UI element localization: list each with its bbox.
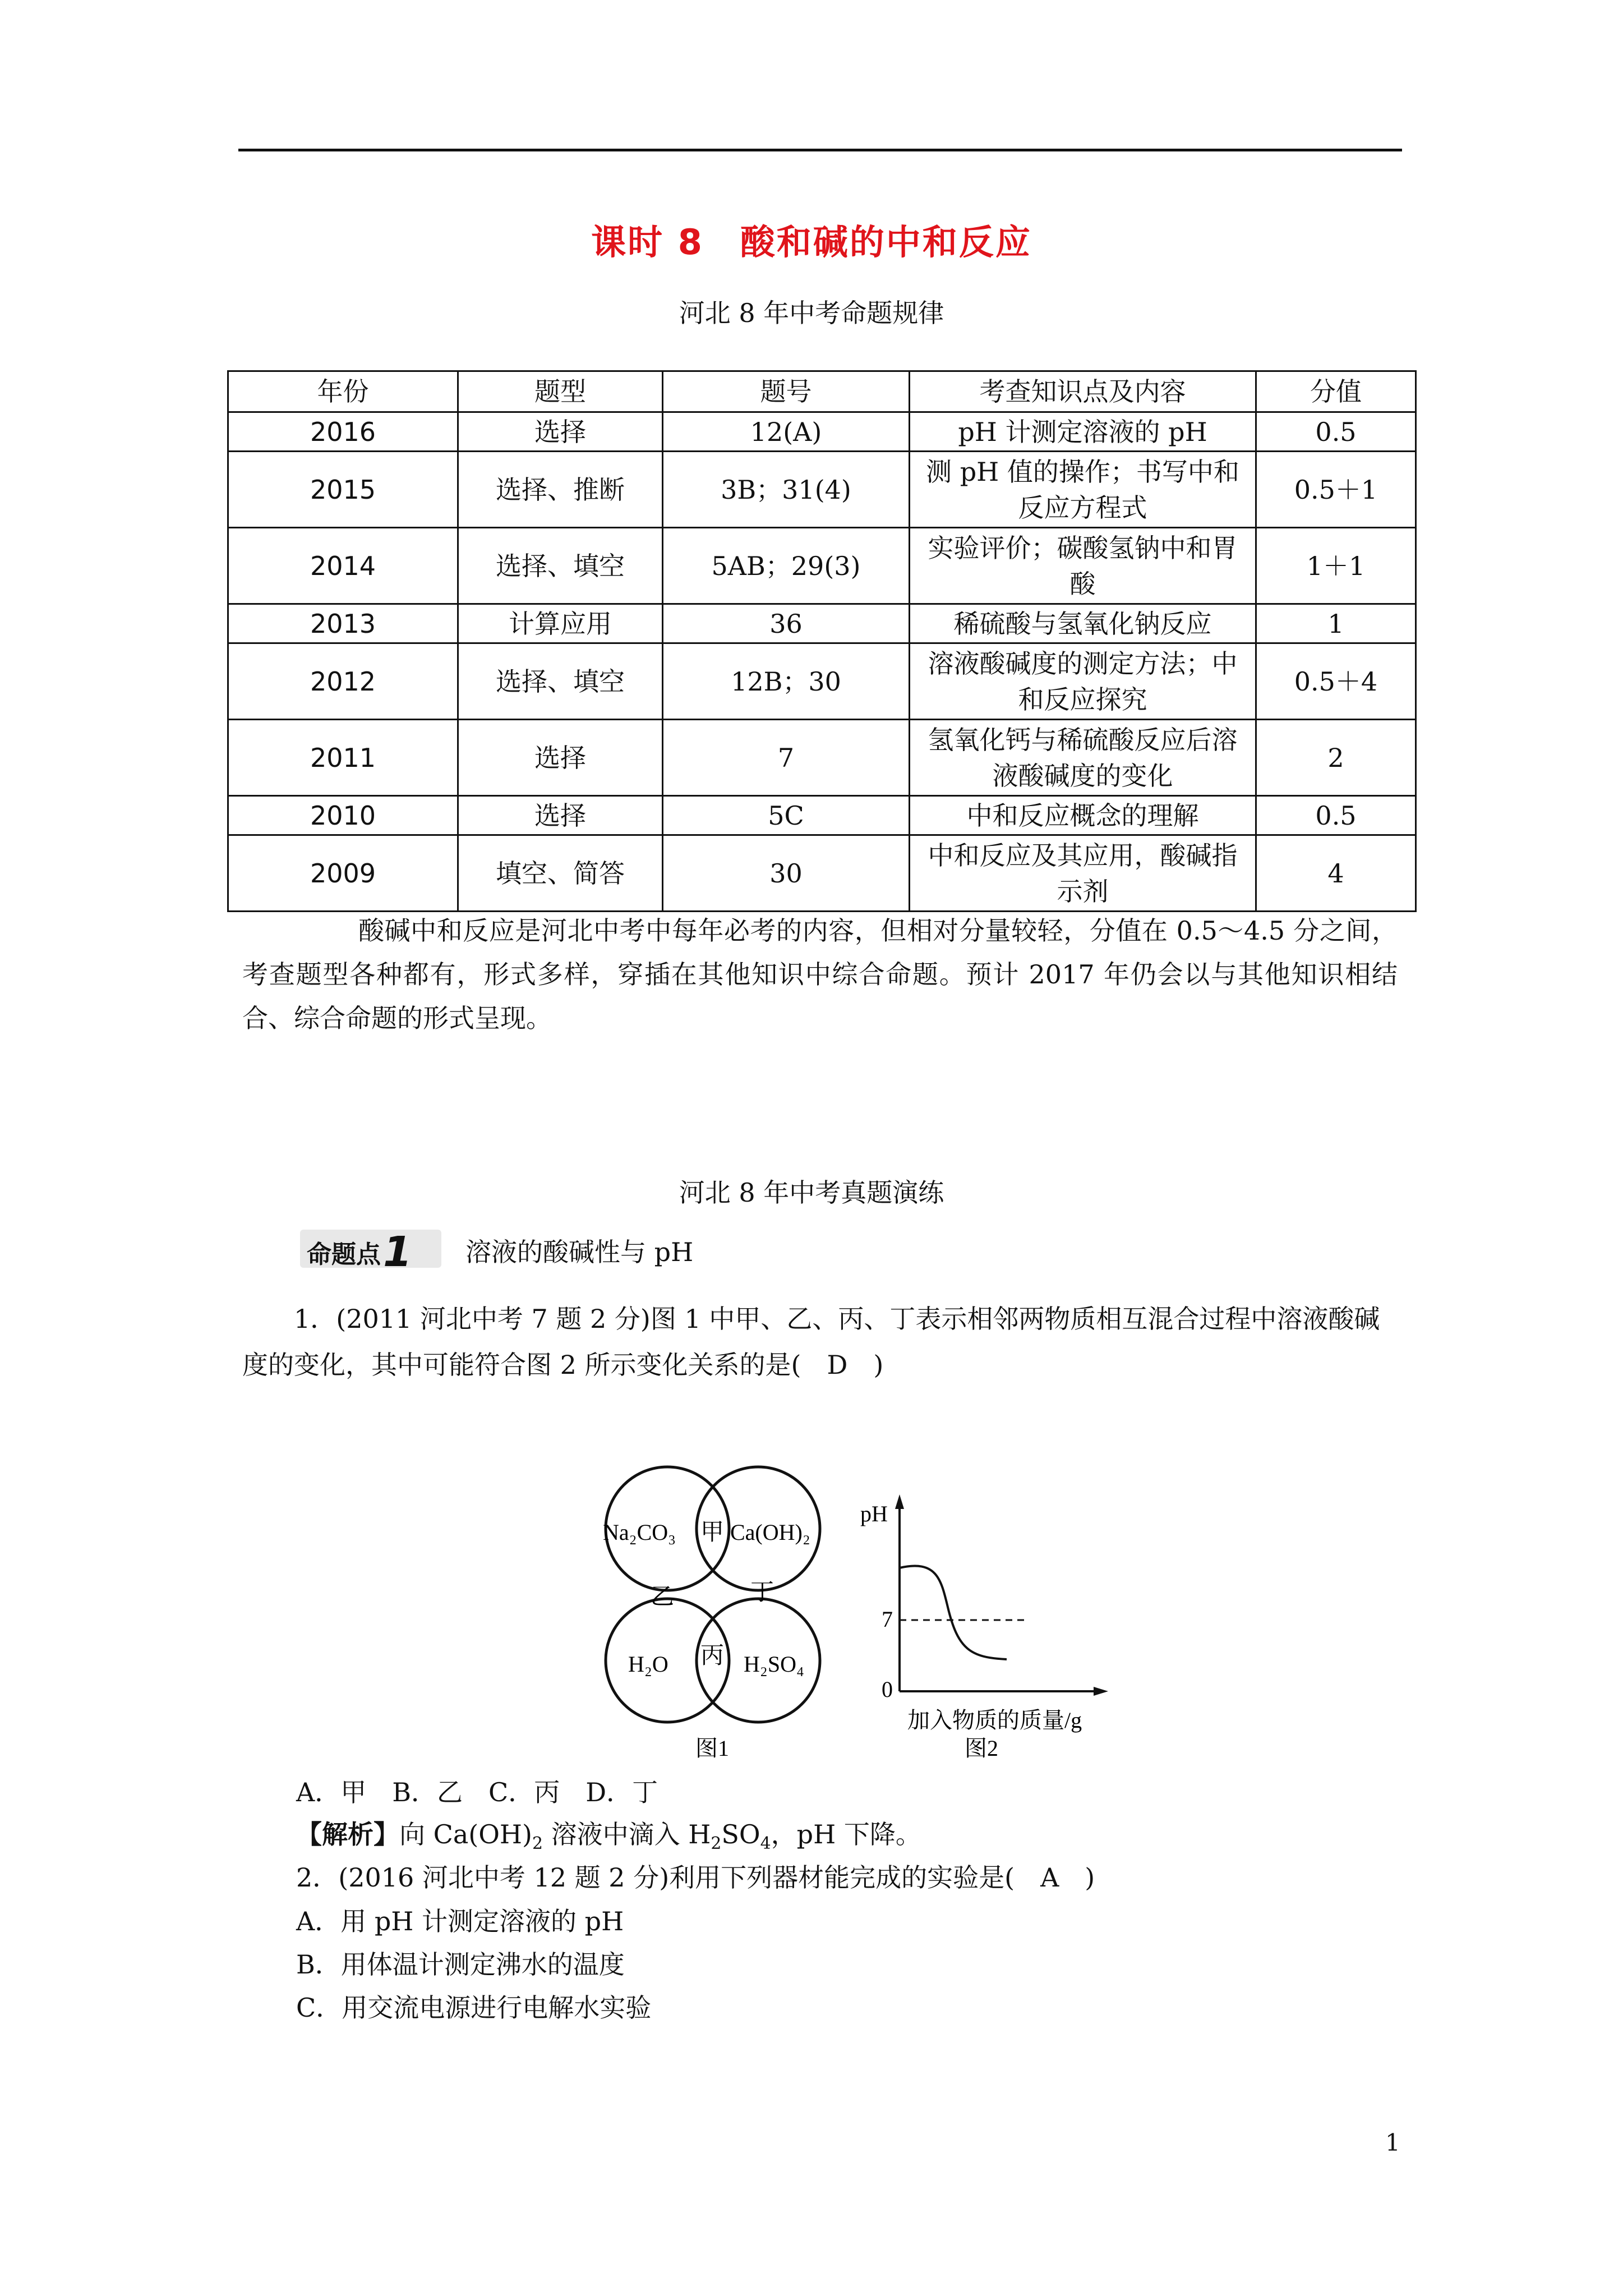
cell-score: 0.5 <box>1256 412 1416 452</box>
cell-score: 2 <box>1256 720 1416 796</box>
question-2-option-c: C．用交流电源进行电解水实验 <box>296 1993 652 2023</box>
ph-curve <box>900 1566 1007 1659</box>
cell-num: 5C <box>663 796 910 835</box>
cell-type: 选择、填空 <box>458 643 663 720</box>
cell-year: 2016 <box>228 412 458 452</box>
cell-content: 实验评价；碳酸氢钠中和胃酸 <box>910 528 1256 604</box>
table-row <box>228 720 1416 796</box>
badge-number: 1 <box>383 1228 412 1276</box>
cell-num: 12(A) <box>663 412 910 452</box>
table-row <box>228 604 1416 643</box>
topic-badge <box>300 1228 441 1276</box>
cell-score: 0.5 <box>1256 796 1416 835</box>
cell-type: 选择、推断 <box>458 452 663 528</box>
cell-content: 中和反应及其应用，酸碱指示剂 <box>910 835 1256 912</box>
analysis-text-1: 向 Ca(OH) <box>399 1819 532 1849</box>
cell-type: 选择 <box>458 796 663 835</box>
label-caoh2: Ca(OH)₂ <box>730 1520 810 1545</box>
label-ding: 丁 <box>750 1580 774 1605</box>
question-2-option-b: B．用体温计测定沸水的温度 <box>296 1949 625 1980</box>
cell-num: 12B；30 <box>663 643 910 720</box>
page-number: 1 <box>1385 2129 1400 2156</box>
cell-num: 5AB；29(3) <box>663 528 910 604</box>
cell-num: 7 <box>663 720 910 796</box>
cell-content: 氢氧化钙与稀硫酸反应后溶液酸碱度的变化 <box>910 720 1256 796</box>
table-row <box>228 796 1416 835</box>
cell-num: 3B；31(4) <box>663 452 910 528</box>
analysis-sub-3: 4 <box>760 1834 771 1854</box>
page-title: 课时 8 酸和碱的中和反应 <box>591 222 1032 263</box>
cell-type: 填空、简答 <box>458 835 663 912</box>
header-type: 题型 <box>458 371 663 412</box>
badge-label: 命题点 <box>307 1240 381 1269</box>
cell-content: 溶液酸碱度的测定方法；中和反应探究 <box>910 643 1256 720</box>
header-year: 年份 <box>228 371 458 412</box>
cell-content: pH 计测定溶液的 pH <box>910 412 1256 452</box>
analysis-label: 【解析】 <box>296 1819 399 1849</box>
question-2-option-a: A．用 pH 计测定溶液的 pH <box>296 1906 624 1936</box>
cell-score: 1＋1 <box>1256 528 1416 604</box>
figure-1-caption: 图1 <box>695 1736 729 1761</box>
label-na2co3: Na₂CO₃ <box>603 1520 676 1545</box>
table-row <box>228 528 1416 604</box>
cell-year: 2013 <box>228 604 458 643</box>
figure-2-ph-graph <box>852 1487 1155 1767</box>
label-h2o: H₂O <box>628 1651 668 1677</box>
cell-year: 2012 <box>228 643 458 720</box>
question-1-stem: 1．(2011 河北中考 7 题 2 分)图 1 中甲、乙、丙、丁表示相邻两物质相互混合过程中溶液酸碱度的变化，其中可能符合图 2 所示变化关系的是( D ) <box>242 1304 1380 1380</box>
cell-num: 30 <box>663 835 910 912</box>
table-row <box>228 835 1416 912</box>
exam-table <box>227 370 1417 912</box>
analysis-sub-1: 2 <box>532 1834 543 1854</box>
x-axis-label: 加入物质的质量/g <box>907 1708 1082 1733</box>
question-2-stem: 2．(2016 河北中考 12 题 2 分)利用下列器材能完成的实验是( A ) <box>296 1862 1095 1893</box>
table-row <box>228 452 1416 528</box>
analysis-text-2: 溶液中滴入 H <box>543 1819 711 1849</box>
analysis-text-4: ，pH 下降。 <box>771 1819 921 1849</box>
header-score: 分值 <box>1256 371 1416 412</box>
y-axis-label: pH <box>860 1501 888 1526</box>
topic-title: 溶液的酸碱性与 pH <box>465 1237 694 1267</box>
tick-7: 7 <box>882 1607 893 1632</box>
figure-2-caption: 图2 <box>965 1736 998 1761</box>
cell-content: 中和反应概念的理解 <box>910 796 1256 835</box>
cell-content: 稀硫酸与氢氧化钠反应 <box>910 604 1256 643</box>
cell-type: 计算应用 <box>458 604 663 643</box>
cell-content: 测 pH 值的操作；书写中和反应方程式 <box>910 452 1256 528</box>
question-1-analysis <box>296 1815 921 1864</box>
table-row <box>228 643 1416 720</box>
header-rule <box>238 149 1402 151</box>
cell-type: 选择、填空 <box>458 528 663 604</box>
cell-score: 1 <box>1256 604 1416 643</box>
section-heading-practice: 河北 8 年中考真题演练 <box>679 1177 944 1208</box>
analysis-text-3: SO <box>721 1819 760 1849</box>
cell-score: 0.5＋1 <box>1256 452 1416 528</box>
origin-label: 0 <box>882 1677 893 1702</box>
table-header-row <box>228 371 1416 412</box>
y-axis-arrow <box>895 1494 904 1509</box>
cell-year: 2009 <box>228 835 458 912</box>
cell-type: 选择 <box>458 412 663 452</box>
question-1-options: A．甲 B．乙 C．丙 D．丁 <box>296 1777 658 1807</box>
label-yi: 乙 <box>651 1584 675 1610</box>
label-h2so4: H₂SO₄ <box>744 1651 804 1677</box>
cell-year: 2010 <box>228 796 458 835</box>
summary-paragraph: 酸碱中和反应是河北中考中每年必考的内容，但相对分量较轻，分值在 0.5～4.5 分之间，考查题型各种都有，形式多样，穿插在其他知识中综合命题。预计 2017 年仍会以与其他知识相结合、综合命题的形式呈现。 <box>242 915 1398 1033</box>
cell-score: 4 <box>1256 835 1416 912</box>
x-axis-arrow <box>1094 1687 1108 1696</box>
section-heading-rules: 河北 8 年中考命题规律 <box>679 298 944 328</box>
label-jia: 甲 <box>700 1520 725 1545</box>
cell-num: 36 <box>663 604 910 643</box>
analysis-sub-2: 2 <box>711 1834 722 1854</box>
header-content: 考查知识点及内容 <box>910 371 1256 412</box>
cell-year: 2014 <box>228 528 458 604</box>
cell-year: 2011 <box>228 720 458 796</box>
cell-score: 0.5＋4 <box>1256 643 1416 720</box>
label-bing: 丙 <box>700 1643 725 1669</box>
table-row <box>228 412 1416 452</box>
header-num: 题号 <box>663 371 910 412</box>
cell-year: 2015 <box>228 452 458 528</box>
cell-type: 选择 <box>458 720 663 796</box>
